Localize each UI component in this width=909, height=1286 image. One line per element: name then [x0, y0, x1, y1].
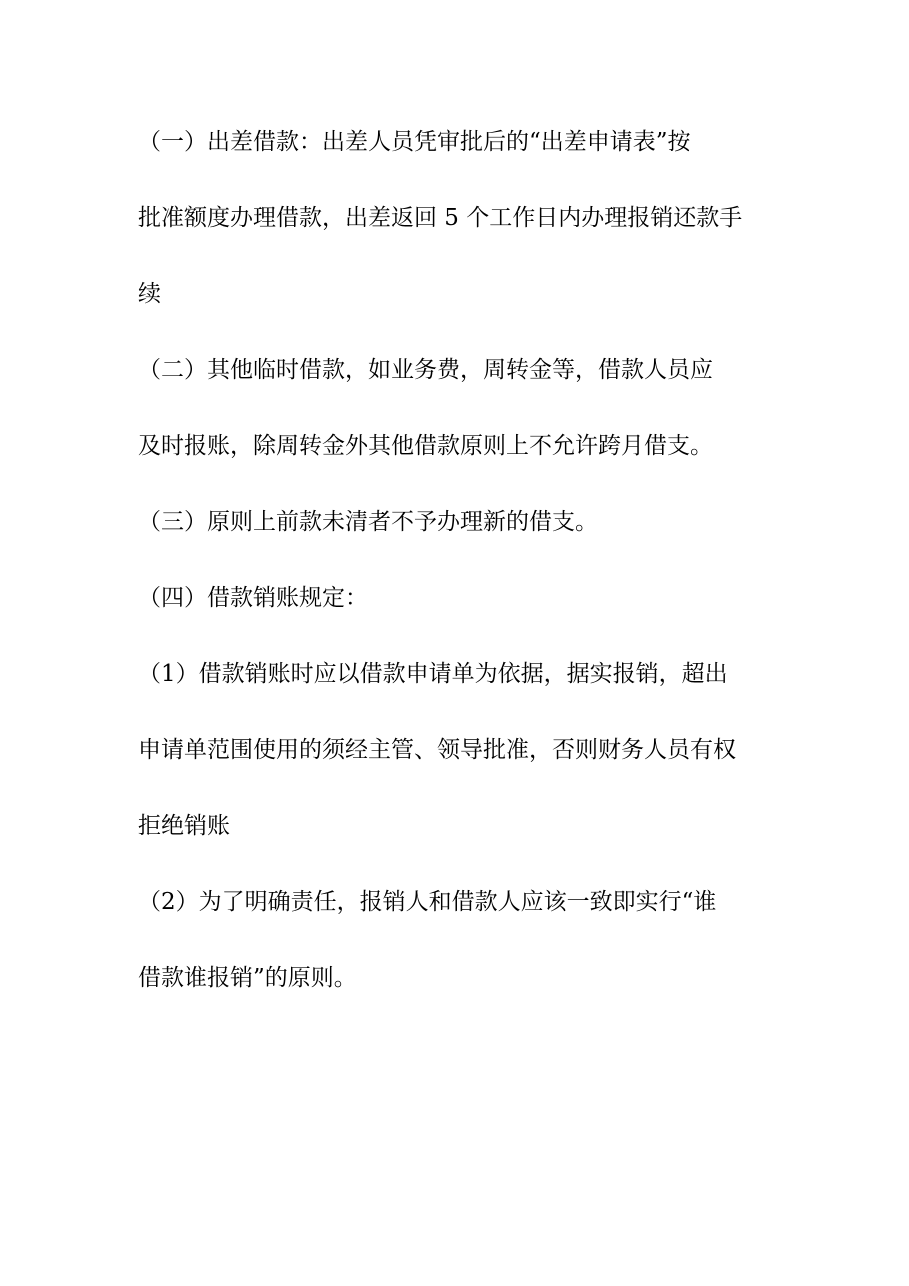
text-line: （四）借款销账规定： [138, 585, 368, 611]
text-line: 续 [138, 281, 161, 307]
text-line: （一）出差借款：出差人员凭审批后的“出差申请表”按 [138, 129, 691, 155]
text-line: （二）其他临时借款，如业务费，周转金等，借款人员应 [138, 357, 713, 383]
text-line: 申请单范围使用的须经主管、领导批准，否则财务人员有权 [138, 737, 736, 763]
text-line: 及时报账，除周转金外其他借款原则上不允许跨月借支。 [138, 433, 713, 459]
document-body [138, 122, 778, 1034]
text-line: 借款谁报销”的原则。 [138, 965, 357, 991]
text-line: 批准额度办理借款，出差返回 5 个工作日内办理报销还款手 [138, 205, 743, 231]
text-line: （1）借款销账时应以借款申请单为依据，据实报销，超出 [138, 661, 728, 687]
text-line: （2）为了明确责任，报销人和借款人应该一致即实行“谁 [138, 889, 717, 915]
text-line: 拒绝销账 [138, 813, 230, 839]
text-line: （三）原则上前款未清者不予办理新的借支。 [138, 509, 598, 535]
